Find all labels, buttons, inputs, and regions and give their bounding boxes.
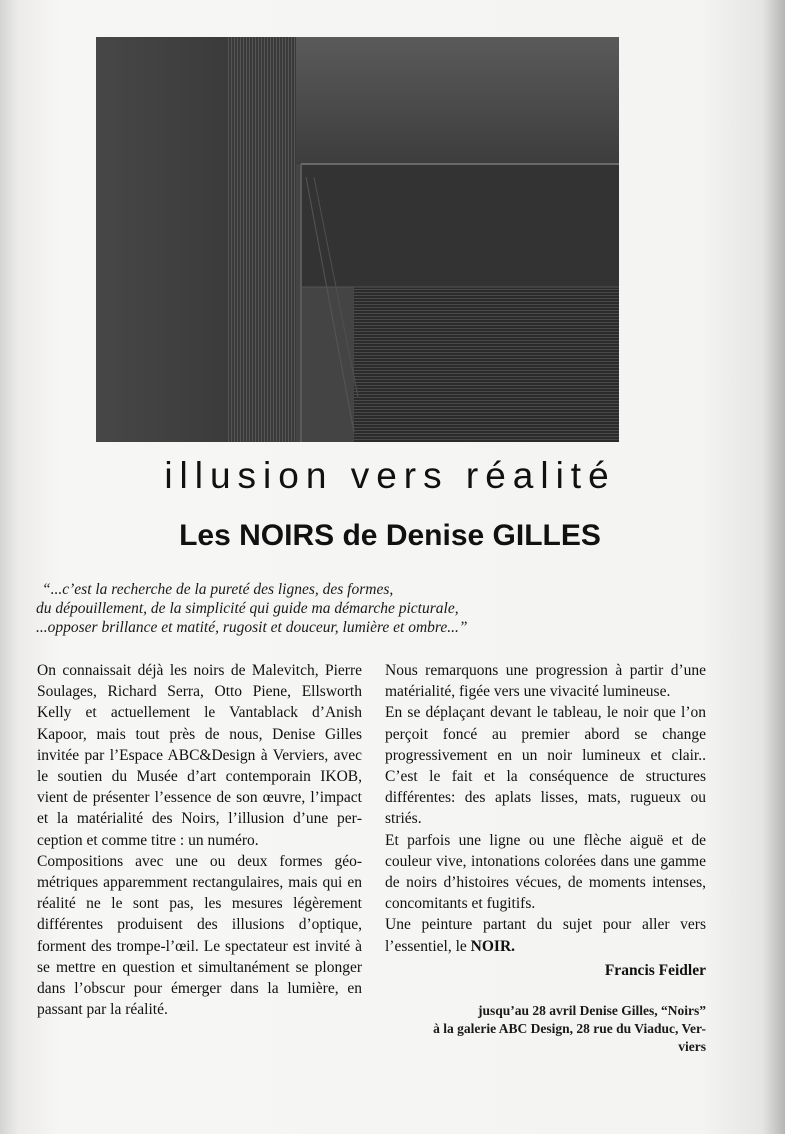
- exhibition-line: à la galerie ABC Design, 28 rue du Viaduc, Ver-: [433, 1021, 706, 1036]
- artwork-image: [96, 37, 619, 442]
- headline: illusion vers réalité: [164, 455, 616, 496]
- paragraph: On connaissait déjà les noirs de Malevitch, Pierre Soulages, Richard Serra, Otto Piene, Ellsworth Kelly et actuellement le Vantablack d’Anish Kapoor, mais tout près de nous, Denise Gilles invitée par l’Espace ABC&Design à Verviers, avec le soutien du Musée d’art contemporain IKOB, vient de présenter l’essence de son œuvre, l’impact et la matérialité des Noirs, l’illusion d’une perception et comme titre : un numéro.: [37, 662, 362, 849]
- quote-line: ...opposer brillance et matité, rugosit et douceur, lumière et ombre...”: [36, 619, 468, 636]
- exhibition-line: viers: [678, 1039, 706, 1054]
- paragraph: Nous remarquons une progression à partir d’une matérialité, figée vers une vivacité lumineuse.: [385, 662, 706, 701]
- paragraph: [385, 914, 706, 956]
- quote-line: “...c’est la recherche de la pureté des lignes, des formes,: [42, 581, 394, 598]
- exhibition-info: [380, 1002, 706, 1056]
- page-edge-shadow: [763, 0, 785, 1134]
- article-column-left: [37, 660, 362, 1020]
- exhibition-line: jusqu’au 28 avril Denise Gilles, “Noirs”: [477, 1003, 706, 1018]
- paragraph: Compositions avec une ou deux formes géométriques apparemment rectangulaires, mais qui en réalité ne le sont pas, les mesures légèrement différentes produisent des illusions d’optique, forment des trompe-l’œil. Le spectateur est invité à se mettre en question et simultanément se plonger dans l’obscur pour émerger dans la lumière, en passant par la réalité.: [37, 852, 362, 1019]
- quote-line: du dépouillement, de la simplicité qui guide ma démarche picturale,: [36, 600, 459, 617]
- artist-quote: [36, 580, 596, 637]
- painting-top-area: [296, 37, 619, 164]
- article-column-right: [385, 660, 706, 957]
- painting-striated-area: [354, 287, 619, 442]
- paragraph-text: Une peinture partant du sujet pour aller vers l’essentiel, le: [385, 916, 706, 955]
- article-title: Les NOIRS de Denise GILLES: [179, 519, 601, 552]
- author-signature: Francis Feidler: [604, 962, 706, 979]
- paragraph: Et parfois une ligne ou une flèche aiguë et de couleur vive, intonations colorées dans une gamme de noirs d’histoires vécues, de moments intenses, concomitants et fugitifs.: [385, 831, 706, 913]
- paragraph: En se déplaçant devant le tableau, le noir que l’on perçoit foncé au premier abord se change progressivement en un noir lumineux et clair.. C’est le fait et la conséquence de structures différentes: des aplats lisses, mats, rugueux ou striés.: [385, 704, 706, 828]
- painting-vertical-band: [228, 37, 296, 442]
- painting-left-panel: [96, 37, 228, 442]
- painting-square: [301, 164, 619, 287]
- emphasis-noir: NOIR.: [470, 937, 516, 955]
